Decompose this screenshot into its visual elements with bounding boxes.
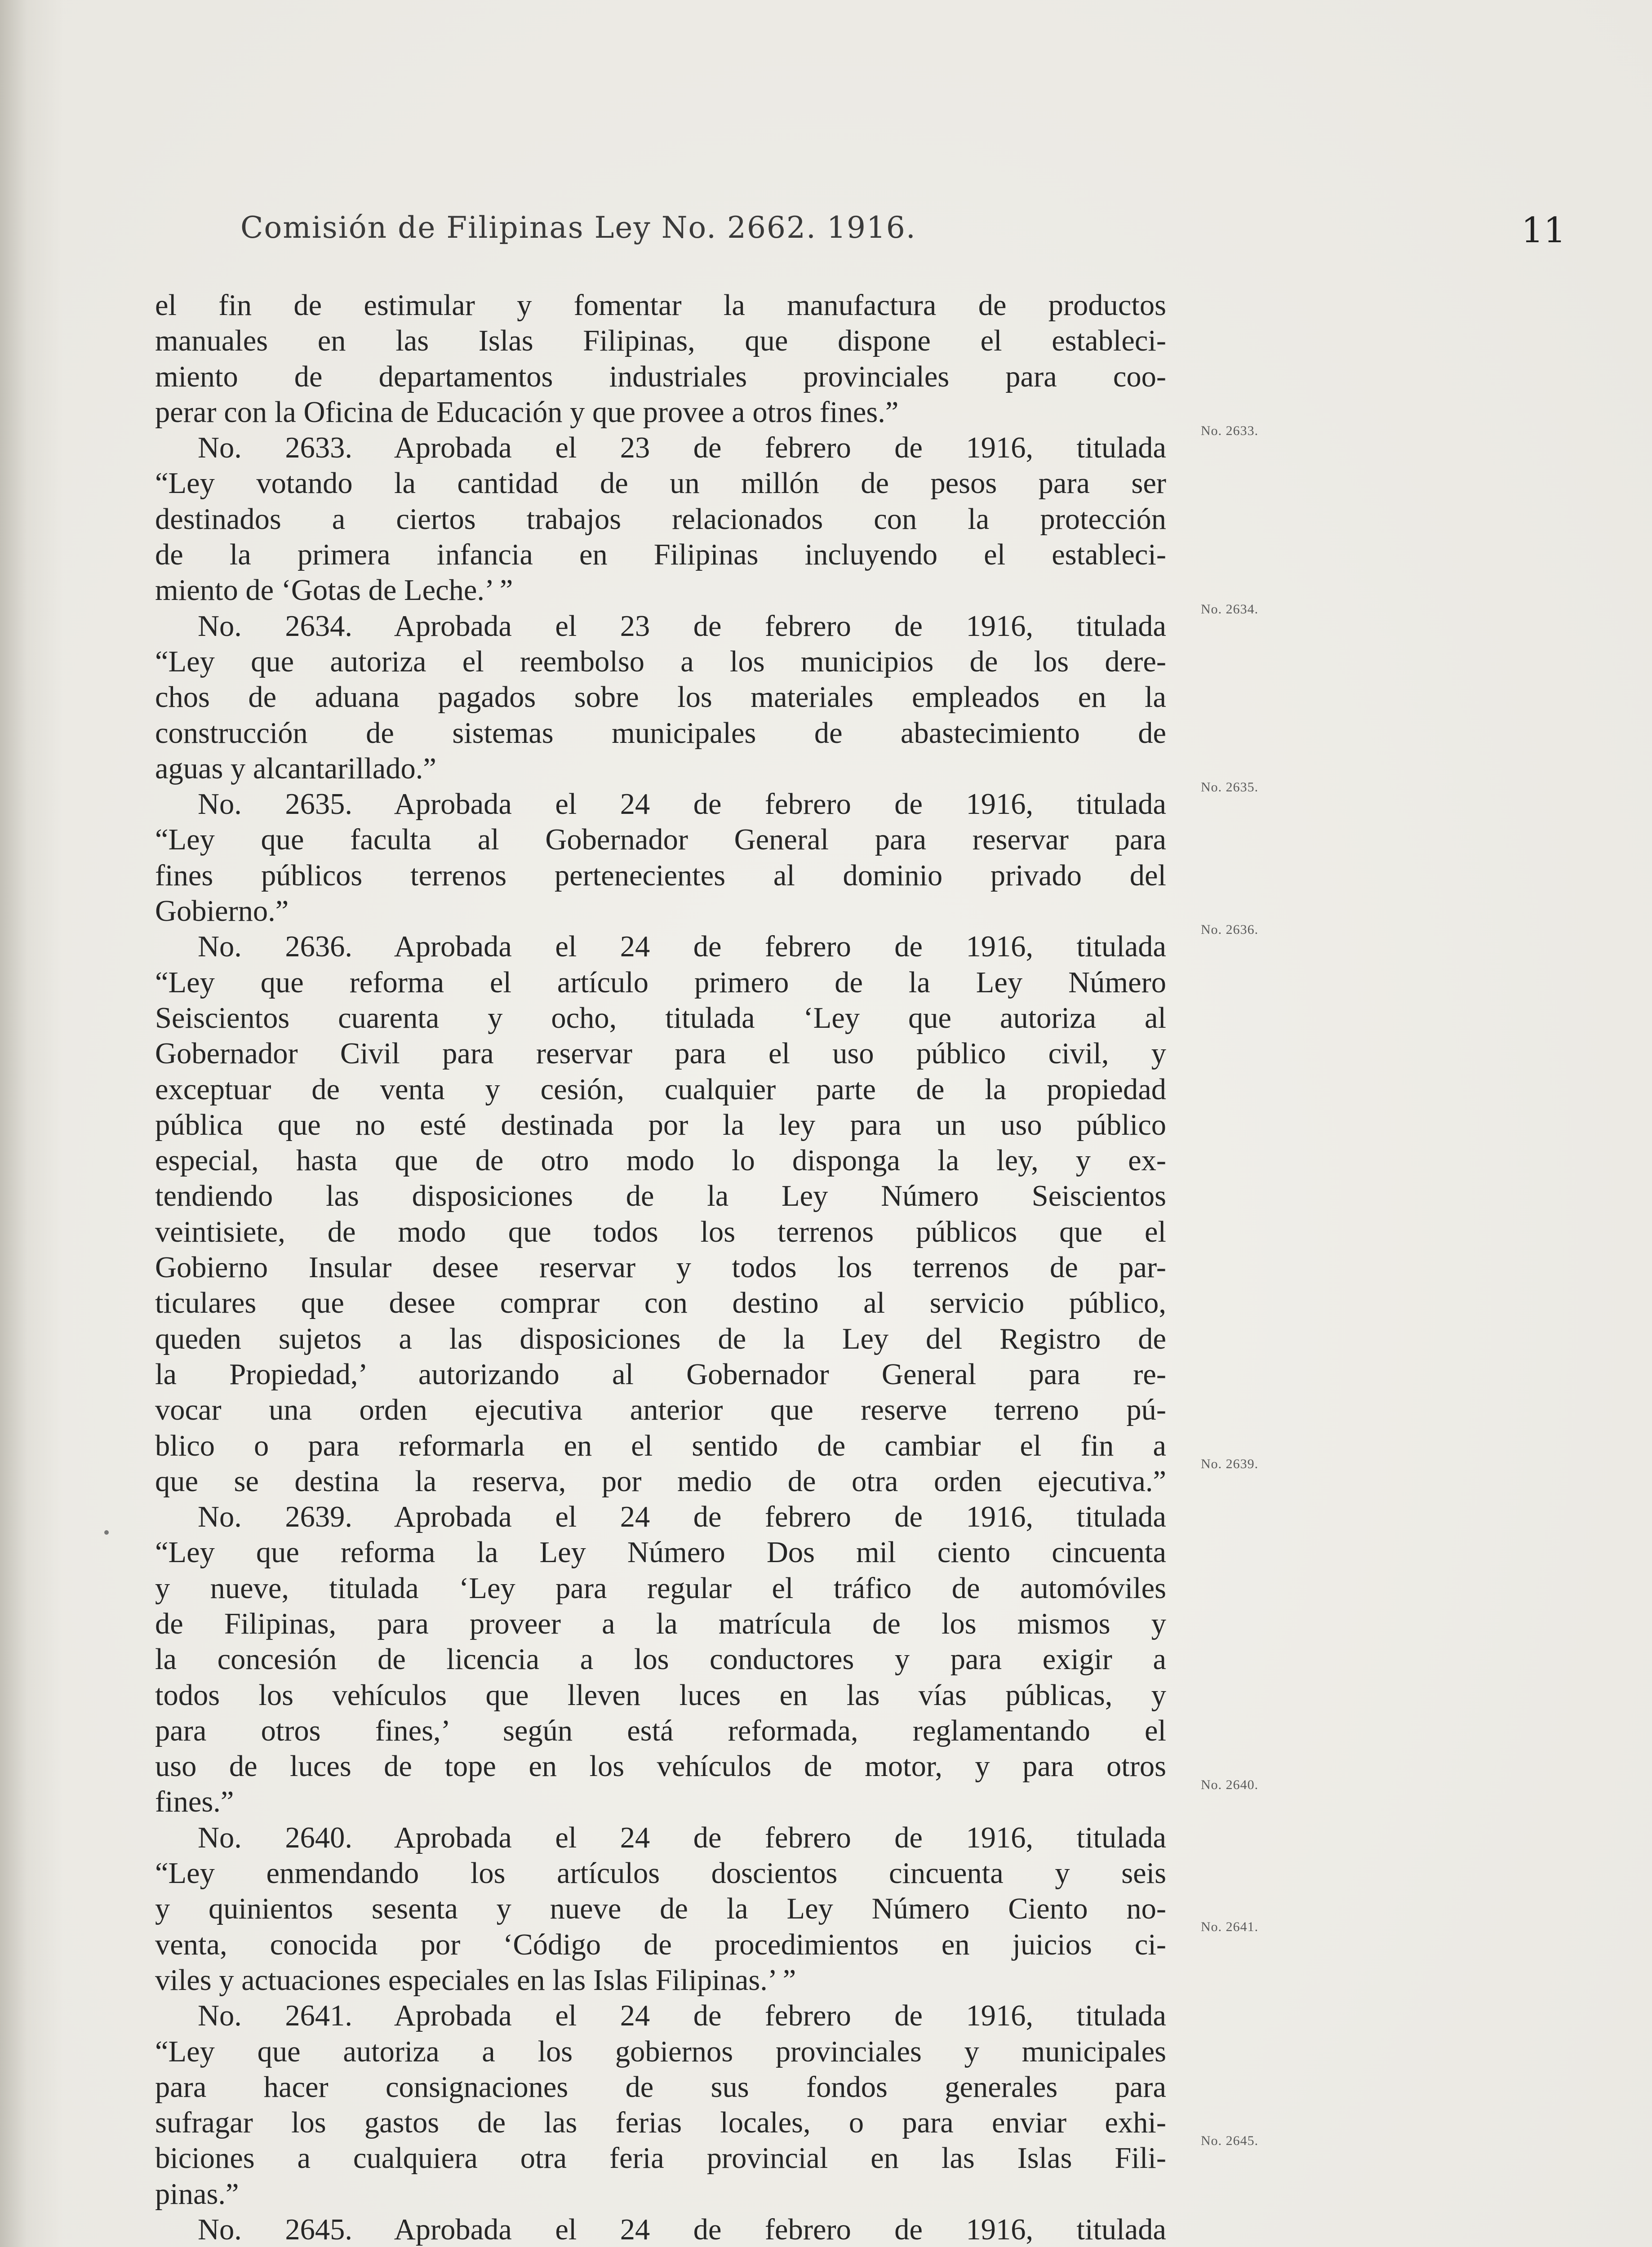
text-line: miento de departamentos industriales provinciales para coo- <box>155 360 1166 393</box>
scan-speck <box>104 1530 109 1535</box>
text-line: Gobierno Insular desee reservar y todos los terrenos de par- <box>155 1251 1166 1284</box>
margin-note: No. 2636. <box>1201 922 1259 937</box>
margin-note: No. 2634. <box>1201 602 1259 617</box>
running-head: Comisión de Filipinas Ley No. 2662. 1916. <box>240 210 916 245</box>
text-line: biciones a cualquiera otra feria provincial en las Islas Fili- <box>155 2142 1166 2175</box>
text-line: “Ley que autoriza a los gobiernos provinciales y municipales <box>155 2035 1166 2068</box>
text-line: chos de aduana pagados sobre los materiales empleados en la <box>155 681 1166 714</box>
act-entry-heading: No. 2639. Aprobada el 24 de febrero de 1916, titulada <box>198 1501 1166 1534</box>
text-line: Seiscientos cuarenta y ocho, titulada ‘Ley que autoriza al <box>155 1001 1166 1035</box>
margin-note: No. 2641. <box>1201 1919 1259 1934</box>
text-line: construcción de sistemas municipales de abastecimiento de <box>155 716 1166 750</box>
text-line: Gobierno.” <box>155 895 289 928</box>
margin-note: No. 2639. <box>1201 1457 1259 1471</box>
text-line: uso de luces de tope en los vehículos de motor, y para otros <box>155 1750 1166 1783</box>
text-line: fines.” <box>155 1785 234 1819</box>
text-line: fines públicos terrenos pertenecientes al dominio privado del <box>155 859 1166 892</box>
text-line: especial, hasta que de otro modo lo disponga la ley, y ex- <box>155 1144 1166 1177</box>
text-line: “Ley votando la cantidad de un millón de pesos para ser <box>155 467 1166 500</box>
text-line: pinas.” <box>155 2177 239 2211</box>
text-line: viles y actuaciones especiales en las Islas Filipinas.’ ” <box>155 1963 796 1997</box>
text-line: “Ley que reforma el artículo primero de la Ley Número <box>155 966 1166 999</box>
text-line: “Ley que autoriza el reembolso a los municipios de los dere- <box>155 645 1166 678</box>
text-line: de la primera infancia en Filipinas incluyendo el estableci- <box>155 538 1166 572</box>
text-line: Gobernador Civil para reservar para el uso público civil, y <box>155 1037 1166 1070</box>
act-entry-heading: No. 2640. Aprobada el 24 de febrero de 1916, titulada <box>198 1821 1166 1854</box>
act-entry-heading: No. 2633. Aprobada el 23 de febrero de 1916, titulada <box>198 431 1166 465</box>
text-line: pública que no esté destinada por la ley para un uso público <box>155 1108 1166 1141</box>
text-line: vocar una orden ejecutiva anterior que reserve terreno pú- <box>155 1394 1166 1427</box>
text-line: veintisiete, de modo que todos los terrenos públicos que el <box>155 1215 1166 1248</box>
text-line: para otros fines,’ según está reformada, reglamentando el <box>155 1714 1166 1747</box>
text-line: “Ley que reforma la Ley Número Dos mil ciento cincuenta <box>155 1536 1166 1569</box>
act-entry-heading: No. 2635. Aprobada el 24 de febrero de 1916, titulada <box>198 788 1166 821</box>
margin-note: No. 2633. <box>1201 423 1259 438</box>
text-line: la Propiedad,’ autorizando al Gobernador General para re- <box>155 1358 1166 1391</box>
text-line: para hacer consignaciones de sus fondos generales para <box>155 2070 1166 2104</box>
text-line: manuales en las Islas Filipinas, que dispone el estableci- <box>155 324 1166 358</box>
text-line: aguas y alcantarillado.” <box>155 752 436 785</box>
text-line: de Filipinas, para proveer a la matrícula de los mismos y <box>155 1607 1166 1640</box>
text-line: el fin de estimular y fomentar la manufactura de productos <box>155 289 1166 322</box>
page-number: 11 <box>1521 210 1566 251</box>
text-line: que se destina la reserva, por medio de otra orden ejecutiva.” <box>155 1465 1166 1498</box>
text-line: blico o para reformarla en el sentido de cambiar el fin a <box>155 1429 1166 1462</box>
text-line: perar con la Oficina de Educación y que provee a otros fines.” <box>155 395 899 429</box>
margin-note: No. 2645. <box>1201 2133 1259 2148</box>
text-line: y quinientos sesenta y nueve de la Ley Número Ciento no- <box>155 1892 1166 1926</box>
body-text <box>155 288 1166 2247</box>
text-line: miento de ‘Gotas de Leche.’ ” <box>155 574 513 607</box>
margin-note: No. 2635. <box>1201 780 1259 795</box>
text-line: exceptuar de venta y cesión, cualquier parte de la propiedad <box>155 1073 1166 1106</box>
text-line: venta, conocida por ‘Código de procedimientos en juicios ci- <box>155 1928 1166 1961</box>
text-line: queden sujetos a las disposiciones de la Ley del Registro de <box>155 1322 1166 1355</box>
act-entry-heading: No. 2636. Aprobada el 24 de febrero de 1916, titulada <box>198 930 1166 964</box>
text-line: sufragar los gastos de las ferias locales, o para enviar exhi- <box>155 2106 1166 2140</box>
text-line: destinados a ciertos trabajos relacionados con la protección <box>155 502 1166 536</box>
text-line: “Ley enmendando los artículos doscientos cincuenta y seis <box>155 1857 1166 1890</box>
act-entry-heading: No. 2641. Aprobada el 24 de febrero de 1916, titulada <box>198 1999 1166 2033</box>
act-entry-heading: No. 2645. Aprobada el 24 de febrero de 1916, titulada <box>198 2213 1166 2247</box>
text-line: y nueve, titulada ‘Ley para regular el tráfico de automóviles <box>155 1572 1166 1605</box>
margin-note: No. 2640. <box>1201 1777 1259 1792</box>
text-line: “Ley que faculta al Gobernador General para reservar para <box>155 823 1166 857</box>
text-line: la concesión de licencia a los conductores y para exigir a <box>155 1643 1166 1676</box>
text-line: todos los vehículos que lleven luces en las vías públicas, y <box>155 1679 1166 1712</box>
act-entry-heading: No. 2634. Aprobada el 23 de febrero de 1916, titulada <box>198 609 1166 643</box>
text-line: tendiendo las disposiciones de la Ley Número Seiscientos <box>155 1180 1166 1213</box>
text-line: ticulares que desee comprar con destino al servicio público, <box>155 1287 1166 1320</box>
